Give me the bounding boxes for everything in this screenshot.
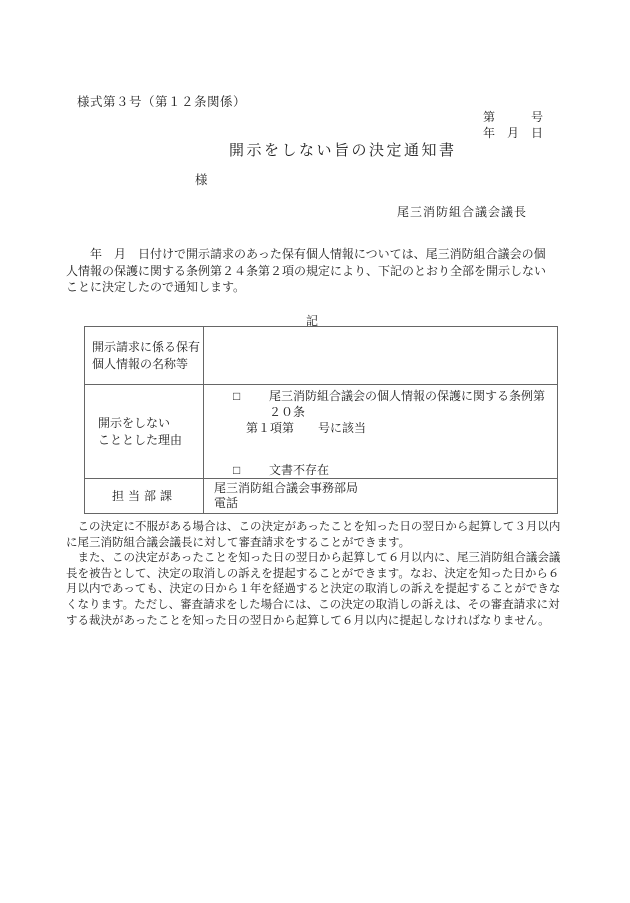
appeal-line: また、この決定があったことを知った日の翌日から起算して６月以内に、尾三消防組合議会議 xyxy=(66,552,561,565)
record-marker: 記 xyxy=(305,314,318,328)
form-number: 様式第３号（第１２条関係） xyxy=(77,95,247,109)
body-paragraph xyxy=(66,246,560,296)
document-title: 開示をしない旨の決定通知書 xyxy=(229,143,457,159)
information-name-value-cell xyxy=(204,327,558,385)
reason-option-text: 尾三消防組合議会の個人情報の保護に関する条例第２０条 xyxy=(269,389,546,419)
department-name: 尾三消防組合議会事務部局 xyxy=(214,481,359,495)
table-row-department xyxy=(85,479,558,514)
department-value-cell xyxy=(204,479,558,514)
reason-option-ordinance xyxy=(233,388,553,420)
body-line: 人情報の保護に関する条例第２４条第２項の規定により、下記のとおり全部を開示しない xyxy=(66,263,547,278)
appeal-line: 長を被告として、決定の取消しの訴えを提起することができます。なお、決定を知った日から６ xyxy=(66,567,560,580)
sender-name: 尾三消防組合議会議長 xyxy=(397,205,528,219)
body-line: 年 月 日付けで開示請求のあった保有個人情報については、尾三消防組合議会の個 xyxy=(66,247,546,261)
table-row-information-name xyxy=(85,327,558,385)
checkbox-unchecked-icon: □ xyxy=(233,463,241,477)
appeal-line: 月以内であっても、決定の日から１年を経過すると決定の取消しの訴えを提起することができな xyxy=(66,583,561,596)
department-phone: 電話 xyxy=(214,496,239,510)
appeal-line: する裁決があったことを知った日の翌日から起算して６月以内に提起しなければなりません。 xyxy=(66,614,550,627)
row-label-information-name: 開示請求に係る保有 個人情報の名称等 xyxy=(85,327,204,385)
reason-option-continuation: 第１項第 号に該当 xyxy=(246,421,367,435)
body-line: ことに決定したので通知します。 xyxy=(66,280,246,294)
appeal-line: くなります。ただし、審査請求をした場合には、この決定の取消しの訴えは、その審査請求に対 xyxy=(66,598,560,611)
appeal-line: この決定に不服がある場合は、この決定があったことを知った日の翌日から起算して３月以内 xyxy=(66,521,561,533)
reason-options-cell xyxy=(204,385,558,479)
document-number-blank: 第 号 xyxy=(483,110,544,124)
document-date-blank: 年 月 日 xyxy=(483,126,544,140)
reason-option-document-nonexistent xyxy=(233,462,553,478)
reason-option-text: 文書不存在 xyxy=(269,463,330,477)
row-label-reason: 開示をしない こととした理由 xyxy=(85,385,204,479)
document-number-block xyxy=(483,109,543,141)
table-row-reason xyxy=(85,385,558,479)
checkbox-unchecked-icon: □ xyxy=(233,389,241,403)
addressee-suffix: 様 xyxy=(195,173,208,187)
decision-table xyxy=(84,326,558,514)
appeal-instructions xyxy=(66,520,576,629)
appeal-line: に尾三消防組合議会議長に対して審査請求をすることができます。 xyxy=(66,536,411,549)
row-label-department: 担当部課 xyxy=(85,479,204,514)
